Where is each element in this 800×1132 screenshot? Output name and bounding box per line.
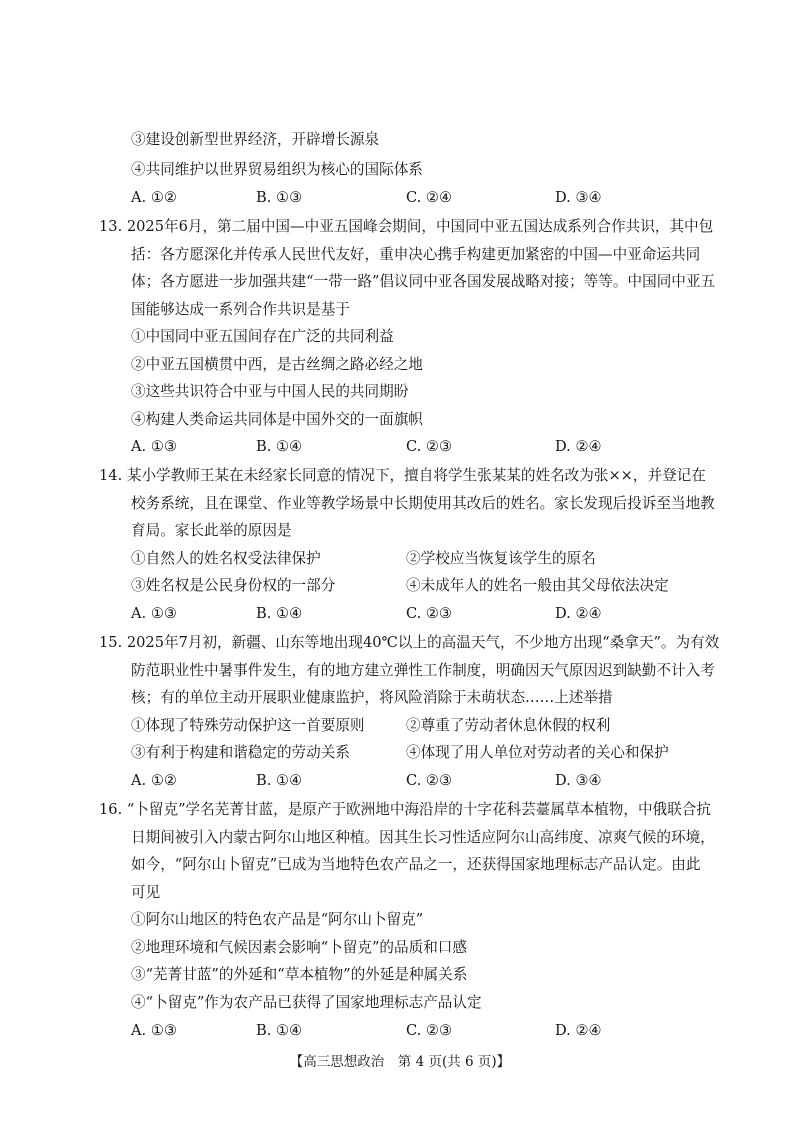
q15-stem-line: 核；有的单位主动开展职业健康监护，将风险消除于未萌状态……上述举措 bbox=[131, 689, 613, 706]
q13-option-b: B. ①④ bbox=[256, 438, 303, 455]
q15-option-a: A. ①② bbox=[131, 772, 177, 789]
q15-option-b: B. ①④ bbox=[256, 772, 303, 789]
q13-option-a: A. ①③ bbox=[131, 438, 177, 455]
q16-stem-line: 日期间被引入内蒙古阿尔山地区种植。因其生长习性适应阿尔山高纬度、凉爽气候的环境， bbox=[131, 829, 715, 846]
q13-item-3: ③这些共识符合中亚与中国人民的共同期盼 bbox=[131, 383, 409, 400]
q12-option-a: A. ①② bbox=[131, 189, 177, 206]
q13-stem-line: 体；各方愿进一步加强共建“一带一路”倡议同中亚各国发展战略对接；等等。中国同中亚五 bbox=[131, 273, 716, 290]
q15-options bbox=[131, 771, 651, 791]
q15-item-4: ④体现了用人单位对劳动者的关心和保护 bbox=[406, 744, 669, 761]
q13-item-1: ①中国同中亚五国间存在广泛的共同利益 bbox=[131, 328, 394, 345]
q16-options bbox=[131, 1021, 651, 1041]
q13-item-2: ②中亚五国横贯中西，是古丝绸之路必经之地 bbox=[131, 356, 423, 373]
q15-item-3: ③有利于构建和谐稳定的劳动关系 bbox=[131, 744, 350, 761]
q14-item-4: ④未成年人的姓名一般由其父母依法决定 bbox=[406, 577, 669, 594]
q16-item-2: ②地理环境和气候因素会影响“卜留克”的品质和口感 bbox=[131, 939, 467, 956]
q15-item-1: ①体现了特殊劳动保护这一首要原则 bbox=[131, 717, 365, 734]
q12-item-3: ③建设创新型世界经济，开辟增长源泉 bbox=[131, 131, 380, 148]
q14-option-b: B. ①④ bbox=[256, 605, 303, 622]
q13-stem-line: 括：各方愿深化并传承人民世代友好，重申决心携手构建更加紧密的中国—中亚命运共同 bbox=[131, 246, 701, 263]
q16-option-a: A. ①③ bbox=[131, 1022, 177, 1039]
q14-option-a: A. ①③ bbox=[131, 605, 177, 622]
q16-item-1: ①阿尔山地区的特色农产品是“阿尔山卜留克” bbox=[131, 911, 424, 928]
q14-option-d: D. ②④ bbox=[555, 605, 602, 622]
q16-item-4: ④“卜留克”作为农产品已获得了国家地理标志产品认定 bbox=[131, 994, 482, 1011]
q14-stem-line: 14. 某小学教师王某在未经家长同意的情况下，擅自将学生张某某的姓名改为张××，并登记在 bbox=[99, 467, 706, 484]
q16-option-b: B. ①④ bbox=[256, 1022, 303, 1039]
q12-option-b: B. ①③ bbox=[256, 189, 303, 206]
q14-options bbox=[131, 604, 651, 624]
q15-stem-line: 15. 2025年7月初，新疆、山东等地出现40℃以上的高温天气，不少地方出现“桑拿天”。为有效 bbox=[99, 634, 720, 651]
q15-option-c: C. ②③ bbox=[406, 772, 453, 789]
q14-stem-line: 育局。家长此举的原因是 bbox=[131, 522, 292, 539]
q16-item-3: ③“芜菁甘蓝”的外延和“草本植物”的外延是种属关系 bbox=[131, 966, 468, 983]
q14-item-1: ①自然人的姓名权受法律保护 bbox=[131, 550, 321, 567]
q14-item-2: ②学校应当恢复该学生的原名 bbox=[406, 550, 596, 567]
q13-option-c: C. ②③ bbox=[406, 438, 453, 455]
q15-option-d: D. ③④ bbox=[555, 772, 602, 789]
q14-stem-line: 校务系统，且在课堂、作业等教学场景中长期使用其改后的姓名。家长发现后投诉至当地教 bbox=[131, 495, 715, 512]
q15-stem-line: 防范职业性中暑事件发生，有的地方建立弹性工作制度，明确因天气原因迟到缺勤不计入考 bbox=[131, 662, 715, 679]
q16-option-d: D. ②④ bbox=[555, 1022, 602, 1039]
q12-item-4: ④共同维护以世界贸易组织为核心的国际体系 bbox=[131, 161, 423, 178]
q16-stem-line: 如今，“阿尔山卜留克”已成为当地特色农产品之一，还获得国家地理标志产品认定。由此 bbox=[131, 856, 701, 873]
q12-option-d: D. ③④ bbox=[555, 189, 602, 206]
q13-stem-line: 国能够达成一系列合作共识是基于 bbox=[131, 301, 350, 318]
q13-option-d: D. ②④ bbox=[555, 438, 602, 455]
q15-item-2: ②尊重了劳动者休息休假的权利 bbox=[406, 717, 611, 734]
page-footer: 【高三思想政治 第 4 页(共 6 页)】 bbox=[289, 1054, 511, 1070]
q12-options bbox=[131, 188, 651, 208]
q16-stem-line: 可见 bbox=[131, 884, 161, 901]
q13-item-4: ④构建人类命运共同体是中国外交的一面旗帜 bbox=[131, 411, 423, 428]
q12-option-c: C. ②④ bbox=[406, 189, 453, 206]
q16-option-c: C. ②③ bbox=[406, 1022, 453, 1039]
q14-option-c: C. ②③ bbox=[406, 605, 453, 622]
q13-stem-line: 13. 2025年6月，第二届中国—中亚五国峰会期间，中国同中亚五国达成系列合作共识，其中包 bbox=[99, 218, 714, 235]
q16-stem-line: 16. “卜留克”学名芜菁甘蓝，是原产于欧洲地中海沿岸的十字花科芸薹属草本植物，中俄联合抗 bbox=[99, 801, 711, 818]
q13-options bbox=[131, 437, 651, 457]
q14-item-3: ③姓名权是公民身份权的一部分 bbox=[131, 577, 336, 594]
